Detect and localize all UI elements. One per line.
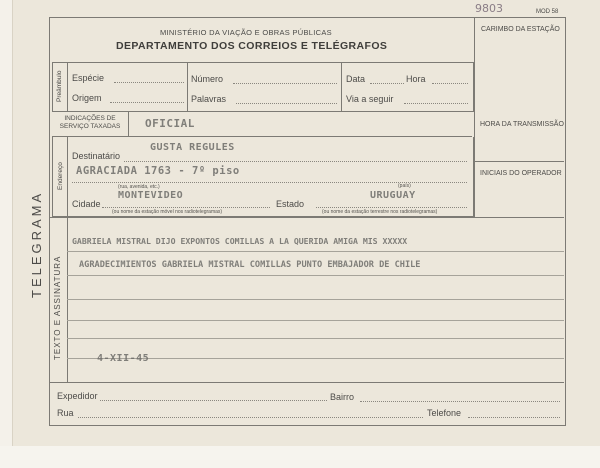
transmissao-rule xyxy=(474,161,564,162)
bairro-label: Bairro xyxy=(330,392,355,402)
bairro-field[interactable] xyxy=(360,401,560,402)
texto-section-label: TEXTO E ASSINATURA xyxy=(53,255,62,360)
text-line-4 xyxy=(67,320,564,321)
indicacoes-label xyxy=(54,115,126,131)
estado-value: URUGUAY xyxy=(370,190,416,201)
form-number: MOD 58 xyxy=(536,9,559,15)
text-line-2 xyxy=(67,275,564,276)
texto-bottom-rule xyxy=(49,382,564,383)
bottom-strip xyxy=(0,446,600,468)
palavras-label: Palavras xyxy=(191,94,227,104)
expedidor-label: Expedidor xyxy=(57,391,98,401)
telefone-field[interactable] xyxy=(468,417,560,418)
message-line-2: AGRADECIMIENTOS GABRIELA MISTRAL COMILLAS PUNTO EMBAJADOR DE CHILE xyxy=(79,260,421,270)
department-title: DEPARTAMENTO DOS CORREIOS E TELÉGRAFOS xyxy=(116,40,388,52)
origem-field[interactable] xyxy=(110,102,184,103)
text-line-1 xyxy=(67,251,564,252)
especie-label: Espécie xyxy=(72,73,105,83)
hora-label: Hora xyxy=(406,74,426,84)
iniciais-operador-label: INICIAIS DO OPERADOR xyxy=(480,170,562,177)
preambulo-box xyxy=(52,62,474,112)
text-line-3 xyxy=(67,299,564,300)
address-value: AGRACIADA 1763 - 7º piso xyxy=(76,165,240,177)
cidade-hint: (ou nome da estação móvel nos radiotelegramas) xyxy=(112,209,223,215)
hora-field[interactable] xyxy=(432,83,468,84)
destinatario-field[interactable] xyxy=(124,161,467,162)
especie-field[interactable] xyxy=(114,82,184,83)
texto-top-rule xyxy=(49,217,564,218)
preambulo-divider-1 xyxy=(187,62,188,111)
expedidor-field[interactable] xyxy=(100,400,327,401)
destinatario-value: GUSTA REGULES xyxy=(150,142,235,153)
telefone-label: Telefone xyxy=(427,408,462,418)
endereco-box xyxy=(52,137,474,217)
cidade-value: MONTEVIDEO xyxy=(118,190,184,201)
oficial-stamp: OFICIAL xyxy=(145,117,195,130)
estado-field[interactable] xyxy=(316,207,467,208)
destinatario-label: Destinatário xyxy=(72,151,121,161)
handwritten-number: 9803 xyxy=(475,2,503,15)
address-hint: (rua, avenida, etc.) xyxy=(118,184,160,190)
ministry-title: MINISTÉRIO DA VIAÇÃO E OBRAS PÚBLICAS xyxy=(160,28,332,37)
preambulo-divider-2 xyxy=(341,62,342,111)
text-line-5 xyxy=(67,338,564,339)
palavras-field[interactable] xyxy=(236,103,337,104)
hora-transmissao-label: HORA DA TRANSMISSÃO xyxy=(480,121,564,128)
rua-field[interactable] xyxy=(78,417,423,418)
endereco-label-divider xyxy=(67,137,68,216)
message-date: 4-XII-45 xyxy=(97,353,150,364)
origem-label: Origem xyxy=(72,93,102,103)
numero-field[interactable] xyxy=(233,83,337,84)
estado-label: Estado xyxy=(276,199,305,209)
side-title: TELEGRAMA xyxy=(29,190,44,298)
stamp-column-divider xyxy=(474,17,475,217)
binding-edge xyxy=(0,0,13,468)
data-label: Data xyxy=(346,74,366,84)
cidade-label: Cidade xyxy=(72,199,101,209)
estado-hint-top: (país) xyxy=(398,183,411,189)
indicacoes-text: INDICAÇÕES DE SERVIÇO TAXADAS xyxy=(59,115,121,130)
rua-label: Rua xyxy=(57,408,74,418)
via-field[interactable] xyxy=(404,103,468,104)
stamp-label: CARIMBO DA ESTAÇÃO xyxy=(481,26,560,33)
indicacoes-divider xyxy=(128,112,129,137)
preambulo-label-divider xyxy=(67,62,68,111)
data-field[interactable] xyxy=(370,83,404,84)
numero-label: Número xyxy=(191,74,224,84)
via-label: Via a seguir xyxy=(346,94,394,104)
message-line-1: GABRIELA MISTRAL DIJO EXPONTOS COMILLAS A LA QUERIDA AMIGA MIS XXXXX xyxy=(72,236,408,246)
estado-hint: (ou nome da estação terrestre nos radiotelegramas) xyxy=(322,209,438,215)
endereco-section-label: Endereço xyxy=(57,162,64,190)
cidade-field[interactable] xyxy=(102,207,270,208)
preambulo-section-label: Preâmbulo xyxy=(56,70,63,102)
